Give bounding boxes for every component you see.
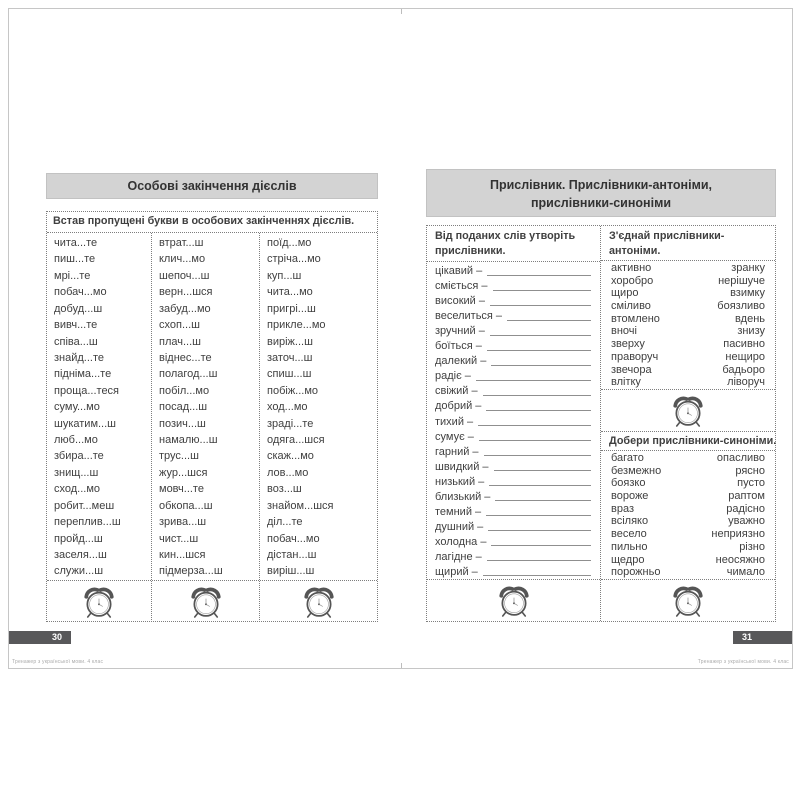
pair-right-word: неприязно <box>711 528 765 541</box>
verb-item: співа...ш <box>54 335 98 348</box>
synonym-pair-row <box>601 490 775 503</box>
pair-left-word: весело <box>611 528 647 541</box>
clock-cell <box>427 579 600 621</box>
verb-item: заточ...ш <box>267 351 313 364</box>
pair-left-word: втомлено <box>611 312 660 325</box>
verb-item: люб...мо <box>54 434 98 447</box>
clock-cell <box>260 581 377 622</box>
verb-column-1 <box>47 233 152 580</box>
verb-item: забуд...мо <box>159 302 211 315</box>
antonym-pair-row <box>601 325 775 338</box>
form-item-word: сміється – <box>435 280 488 293</box>
clock-cell <box>47 581 152 622</box>
verb-item: робит...меш <box>54 499 115 512</box>
verb-item: пригрі...ш <box>267 302 316 315</box>
pair-right-word: зранку <box>731 262 765 274</box>
form-item <box>427 444 600 459</box>
verb-item: клич...мо <box>159 253 206 266</box>
book-spread <box>8 8 793 669</box>
form-item <box>427 429 600 444</box>
pair-left-word: влітку <box>611 376 641 389</box>
pair-left-word: щедро <box>611 553 645 566</box>
verb-item: жур...шся <box>159 466 208 479</box>
verb-item: шукатим...ш <box>54 417 116 430</box>
form-adverbs-header: Від поданих слів утворіть прислівники. <box>427 226 600 262</box>
verb-item: знайом...шся <box>267 499 334 512</box>
answer-blank-line <box>491 544 591 546</box>
verb-column-3 <box>260 233 377 580</box>
answer-blank-line <box>479 439 591 441</box>
answer-blank-line <box>483 574 591 576</box>
form-item <box>427 519 600 534</box>
clock-cell <box>152 581 260 622</box>
verb-item: воз...ш <box>267 483 302 496</box>
antonym-pair-row <box>601 262 775 275</box>
antonyms-header: З'єднай прислівники-антоніми. <box>601 226 775 261</box>
synonym-pair-row <box>601 477 775 490</box>
right-page-number: 31 <box>742 632 753 642</box>
exercise-instruction: Встав пропущені букви в особових закінченнях дієслів. <box>47 212 377 233</box>
right-page-title-line1: Прислівник. Прислівники-антоніми, <box>489 178 712 192</box>
antonym-pair-row <box>601 338 775 351</box>
answer-blank-line <box>487 349 591 351</box>
pair-right-word: радісно <box>726 502 765 515</box>
form-item <box>427 504 600 519</box>
verb-item: віднес...те <box>159 351 212 364</box>
form-item-word: радіє – <box>435 370 471 383</box>
verb-item: переплив...ш <box>54 516 121 529</box>
pair-right-word: уважно <box>728 515 765 528</box>
answer-blank-line <box>490 334 591 336</box>
antonym-pair-row <box>601 313 775 326</box>
pair-right-word: взимку <box>730 287 765 300</box>
answer-blank-line <box>478 424 591 426</box>
synonym-pair-row <box>601 566 775 579</box>
verb-item: побіл...мо <box>159 384 210 397</box>
form-item <box>427 489 600 504</box>
pair-right-word: неосяжно <box>715 553 765 566</box>
verb-item: стріча...мо <box>267 253 321 266</box>
verb-word-grid <box>47 233 377 580</box>
answer-blank-line <box>483 394 591 396</box>
pair-left-word: звечора <box>611 363 652 376</box>
pair-left-word: вороже <box>611 490 649 503</box>
verb-item: побіж...мо <box>267 384 319 397</box>
right-page-title-line2: прислівники-синоніми <box>530 196 672 210</box>
pair-left-word: праворуч <box>611 350 659 363</box>
pair-left-word: сміливо <box>611 300 651 313</box>
verb-item: полагод...ш <box>159 368 218 381</box>
verb-endings-exercise-table <box>46 211 378 622</box>
verb-item: трус...ш <box>159 450 199 463</box>
answer-blank-line <box>484 454 591 456</box>
alarm-clock-icon <box>81 585 117 619</box>
verb-item: куп...ш <box>267 269 302 282</box>
pair-right-word: бадьоро <box>722 363 765 376</box>
alarm-clock-icon <box>670 584 706 618</box>
verb-item: зрива...ш <box>159 516 207 529</box>
verb-item: поїд...мо <box>267 237 312 249</box>
form-adverbs-list <box>427 262 600 579</box>
pair-right-word: вдень <box>734 312 765 325</box>
pair-left-word: пильно <box>611 540 648 553</box>
verb-item: лов...мо <box>267 466 309 479</box>
clock-cell <box>601 389 775 432</box>
form-item <box>427 308 600 323</box>
form-item-word: високий – <box>435 295 486 308</box>
antonym-pair-row <box>601 275 775 288</box>
answer-blank-line <box>494 469 591 471</box>
form-item <box>427 534 600 549</box>
verb-item: сход...мо <box>54 483 101 496</box>
pair-left-word: щиро <box>611 287 639 300</box>
form-item <box>427 278 600 293</box>
pair-right-word: знизу <box>737 325 765 338</box>
match-adverbs-section <box>601 226 775 621</box>
form-item <box>427 398 600 413</box>
right-page-title-band <box>426 169 776 217</box>
verb-item: намалю...ш <box>159 434 218 447</box>
verb-item: побач...мо <box>267 532 320 545</box>
answer-blank-line <box>491 364 591 366</box>
verb-item: виріж...ш <box>267 335 313 348</box>
answer-blank-line <box>487 559 591 561</box>
pair-right-word: чимало <box>726 566 765 579</box>
antonyms-list <box>601 261 775 389</box>
pair-right-word: ліворуч <box>727 376 765 389</box>
clock-row <box>47 580 377 622</box>
verb-item: шепоч...ш <box>159 269 210 282</box>
pair-right-word: боязливо <box>717 300 765 313</box>
synonym-pair-row <box>601 541 775 554</box>
answer-blank-line <box>489 484 591 486</box>
verb-item: прикле...мо <box>267 319 326 332</box>
alarm-clock-icon <box>301 585 337 619</box>
synonym-pair-row <box>601 554 775 567</box>
pair-right-word: опасливо <box>716 452 765 464</box>
synonym-pair-row <box>601 503 775 516</box>
pair-left-word: безмежно <box>611 464 662 477</box>
verb-item: посад...ш <box>159 401 208 414</box>
form-item <box>427 338 600 353</box>
form-item-word: низький – <box>435 475 485 488</box>
verb-item: позич...ш <box>159 417 206 430</box>
verb-item: мовч...те <box>159 483 204 496</box>
form-item <box>427 368 600 383</box>
form-item-word: тихий – <box>435 415 474 428</box>
pair-left-word: всіляко <box>611 515 649 528</box>
answer-blank-line <box>488 529 591 531</box>
form-item-word: щирий – <box>435 565 478 578</box>
verb-column-2 <box>152 233 260 580</box>
verb-item: обкопа...ш <box>159 499 213 512</box>
verb-item: ход...мо <box>267 401 308 414</box>
alarm-clock-icon <box>188 585 224 619</box>
left-footer-note: Тренажер з української мови. 4 клас <box>12 659 104 665</box>
verb-item: добуд...ш <box>54 302 103 315</box>
synonym-pair-row <box>601 452 775 465</box>
pair-left-word: вночі <box>611 325 637 338</box>
verb-item: мрі...те <box>54 269 91 282</box>
left-page-number: 30 <box>51 632 62 642</box>
form-adverbs-section <box>427 226 601 621</box>
antonym-pair-row <box>601 364 775 377</box>
pair-right-word: нерішуче <box>718 274 765 287</box>
verb-item: чист...ш <box>159 532 199 545</box>
verb-item: спиш...ш <box>267 368 312 381</box>
left-page-title: Особові закінчення дієслів <box>127 179 297 193</box>
synonyms-header: Добери прислівники-синоніми. <box>601 432 775 451</box>
answer-blank-line <box>486 514 591 516</box>
pair-right-word: різно <box>739 540 765 553</box>
pair-left-word: активно <box>611 262 652 274</box>
pair-right-word: нещиро <box>725 350 765 363</box>
form-item <box>427 293 600 308</box>
form-item-word: темний – <box>435 505 482 518</box>
verb-item: вивч...те <box>54 319 98 332</box>
verb-item: підніма...те <box>54 368 112 381</box>
verb-item: пиш...те <box>54 253 96 266</box>
verb-item: чита...мо <box>267 286 313 299</box>
pair-left-word: зверху <box>611 338 645 351</box>
form-item-word: близький – <box>435 490 491 503</box>
verb-item: кин...шся <box>159 549 206 562</box>
verb-item: проща...теся <box>54 384 120 397</box>
left-page-title-band <box>46 173 378 199</box>
right-footer-note: Тренажер з української мови. 4 клас <box>697 659 789 665</box>
antonym-pair-row <box>601 300 775 313</box>
synonym-pair-row <box>601 515 775 528</box>
form-item <box>427 353 600 368</box>
left-page-number-bar <box>9 631 71 644</box>
form-item-word: цікавий – <box>435 265 483 278</box>
form-item-word: сумує – <box>435 430 474 443</box>
form-item-word: холодна – <box>435 535 487 548</box>
verb-item: служи...ш <box>54 565 104 578</box>
verb-item: підмерза...ш <box>159 565 223 578</box>
answer-blank-line <box>507 319 591 321</box>
pair-left-word: хоробро <box>611 274 654 287</box>
form-item <box>427 263 600 278</box>
pair-left-word: боязко <box>611 477 646 490</box>
form-item <box>427 549 600 564</box>
verb-item: чита...те <box>54 237 98 249</box>
verb-item: дістан...ш <box>267 549 317 562</box>
verb-item: верн...шся <box>159 286 213 299</box>
adverbs-exercise-table <box>426 225 776 622</box>
verb-item: скаж...мо <box>267 450 314 463</box>
antonym-pair-row <box>601 376 775 389</box>
verb-item: знищ...ш <box>54 466 99 479</box>
antonym-pair-row <box>601 351 775 364</box>
verb-item: зраді...те <box>267 417 314 430</box>
form-item-word: свіжий – <box>435 385 478 398</box>
answer-blank-line <box>476 379 591 381</box>
verb-item: одяга...шся <box>267 434 325 447</box>
verb-item: заселя...ш <box>54 549 107 562</box>
form-item-word: боїться – <box>435 340 482 353</box>
form-item <box>427 459 600 474</box>
verb-item: збира...те <box>54 450 104 463</box>
form-item <box>427 474 600 489</box>
form-item <box>427 323 600 338</box>
answer-blank-line <box>490 304 591 306</box>
verb-item: плач...ш <box>159 335 201 348</box>
verb-item: виріш...ш <box>267 565 315 578</box>
pair-left-word: враз <box>611 502 634 515</box>
alarm-clock-icon <box>670 394 706 428</box>
verb-item: знайд...те <box>54 351 104 364</box>
pair-right-word: рясно <box>735 464 765 477</box>
pair-right-word: раптом <box>728 490 765 503</box>
synonyms-list <box>601 451 775 579</box>
form-item-word: душний – <box>435 520 484 533</box>
spine-divider <box>401 663 402 668</box>
form-item-word: веселиться – <box>435 310 503 323</box>
answer-blank-line <box>487 274 591 276</box>
synonym-pair-row <box>601 528 775 541</box>
verb-item: побач...мо <box>54 286 107 299</box>
form-item-word: гарний – <box>435 445 479 458</box>
pair-right-word: пасивно <box>723 338 765 351</box>
form-item <box>427 383 600 398</box>
form-item-word: лагідне – <box>435 550 482 563</box>
answer-blank-line <box>495 499 591 501</box>
answer-blank-line <box>493 289 591 291</box>
form-item-word: добрий – <box>435 400 482 413</box>
antonym-pair-row <box>601 287 775 300</box>
spine-divider <box>401 9 402 14</box>
verb-item: схоп...ш <box>159 319 200 332</box>
form-item <box>427 564 600 579</box>
verb-item: пройд...ш <box>54 532 103 545</box>
form-item-word: далекий – <box>435 355 487 368</box>
verb-item: діл...те <box>267 516 303 529</box>
form-item-word: швидкий – <box>435 460 489 473</box>
clock-cell <box>601 579 775 621</box>
pair-left-word: багато <box>611 452 644 464</box>
verb-item: суму...мо <box>54 401 100 414</box>
alarm-clock-icon <box>496 584 532 618</box>
form-item <box>427 413 600 428</box>
pair-left-word: порожньо <box>611 566 661 579</box>
right-page-number-bar <box>733 631 792 644</box>
form-item-word: зручний – <box>435 325 485 338</box>
synonym-pair-row <box>601 465 775 478</box>
answer-blank-line <box>486 409 591 411</box>
pair-right-word: пусто <box>737 477 765 490</box>
verb-item: втрат...ш <box>159 237 204 249</box>
